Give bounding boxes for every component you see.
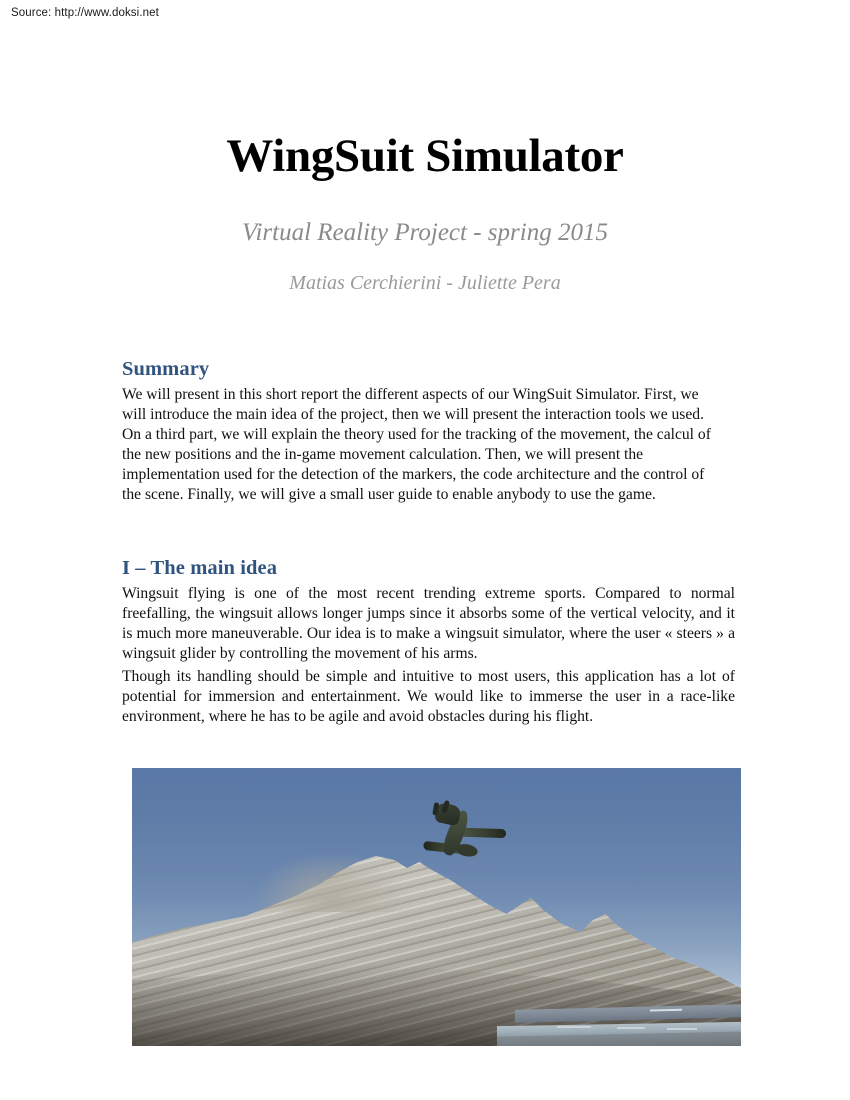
section-summary (122, 357, 722, 505)
game-screenshot-figure (132, 768, 741, 1046)
platform-marking-b (617, 1027, 645, 1029)
source-watermark-bar (0, 0, 850, 26)
section-body-main-idea-p1: Wingsuit flying is one of the most recent trending extreme sports. Compared to normal freefalling, the wingsuit allows longer jumps since it absorbs some of the vertical velocity, and it is much more maneuverable. Our idea is to make a wingsuit simulator, where the user « steers » a wingsuit glider by controlling the movement of his arms. (122, 584, 735, 662)
page-title: WingSuit Simulator (226, 130, 624, 182)
section-heading-summary: Summary (122, 358, 210, 380)
document-subtitle: Virtual Reality Project - spring 2015 (242, 219, 608, 246)
wing-right (462, 828, 506, 839)
section-body-main-idea-p2: Though its handling should be simple and intuitive to most users, this application has a lot of potential for immersion and entertainment. We would like to immerse the user in a race-like environment, where he has to be agile and avoid obstacles during his flight. (122, 667, 735, 726)
platform-marking-a (557, 1026, 591, 1028)
document-authors: Matias Cerchierini - Juliette Pera (289, 272, 561, 294)
section-body-summary: We will present in this short report the different aspects of our WingSuit Simulator. First, we will introduce the main idea of the project, then we will present the interaction tools we used. On a third part, we will explain the theory used for the tracking of the movement, the calcul of the new positions and the in-game movement calculation. Then, we will present the implementation used for the detection of the markers, the code architecture and the control of the scene. Finally, we will give a small user guide to enable anybody to use the game. (122, 385, 711, 504)
section-main-idea (122, 556, 735, 727)
source-url-label: Source: http://www.doksi.net (11, 7, 159, 19)
platform-marking-c (667, 1028, 697, 1030)
mountain-peak-highlight (252, 852, 413, 912)
section-heading-main-idea: I – The main idea (122, 557, 278, 579)
